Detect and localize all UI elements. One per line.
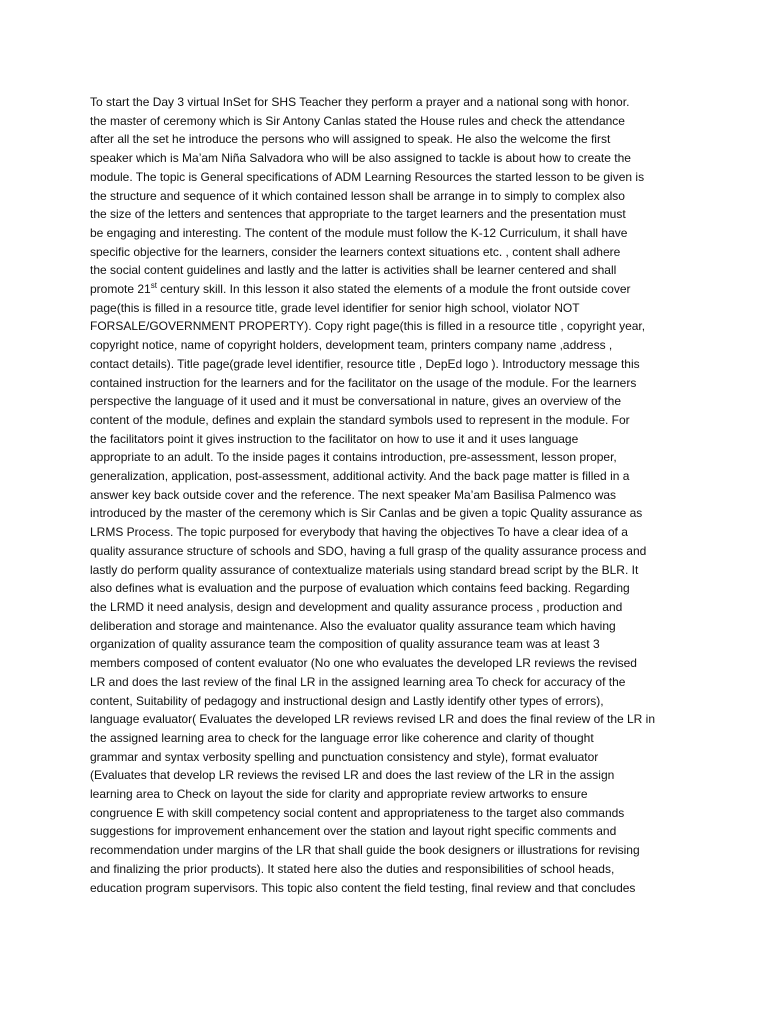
text-line: grammar and syntax verbosity spelling and punctuation consistency and style), format evaluator (90, 749, 599, 764)
text-line: contact details). Title page(grade level identifier, resource title , DepEd logo ). Introductory message this (90, 356, 640, 371)
text-line: the assigned learning area to check for the language error like coherence and clarity of thought (90, 730, 594, 745)
text-line: the social content guidelines and lastly and the latter is activities shall be learner centered and shall (90, 263, 617, 278)
text-line: the master of ceremony which is Sir Antony Canlas stated the House rules and check the attendance (90, 113, 625, 128)
line-text-start: promote 21 (90, 282, 151, 297)
text-line: generalization, application, post-assessment, additional activity. And the back page matter is filled in a (90, 469, 630, 484)
text-line: content, Suitability of pedagogy and instructional design and Lastly identify other types of errors), (90, 693, 604, 708)
text-line: deliberation and storage and maintenance. Also the evaluator quality assurance team which having (90, 618, 616, 633)
text-line: speaker which is Ma’am Niña Salvadora who will be also assigned to tackle is about how to create the (90, 151, 631, 166)
text-line: page(this is filled in a resource title, grade level identifier for senior high school, violator NOT (90, 300, 580, 315)
text-line: be engaging and interesting. The content of the module must follow the K-12 Curriculum, it shall have (90, 225, 628, 240)
text-line: the structure and sequence of it which contained lesson shall be arrange in to simply to complex also (90, 188, 625, 203)
text-line: after all the set he introduce the persons who will assigned to speak. He also the welcome the first (90, 132, 611, 147)
text-line: perspective the language of it used and it must be conversational in nature, gives an overview of the (90, 394, 621, 409)
text-line: appropriate to an adult. To the inside pages it contains introduction, pre-assessment, lesson proper, (90, 450, 617, 465)
text-line: FORSALE/GOVERNMENT PROPERTY). Copy right page(this is filled in a resource title , copyright year, (90, 319, 646, 334)
text-line: congruence E with skill competency social content and appropriateness to the target also commands (90, 805, 625, 820)
text-line: content of the module, defines and explain the standard symbols used to represent in the module. For (90, 412, 630, 427)
text-line: quality assurance structure of schools and SDO, having a full grasp of the quality assurance process and (90, 543, 647, 558)
text-line: learning area to Check on layout the side for clarity and appropriate review artworks to ensure (90, 787, 588, 802)
text-line: introduced by the master of the ceremony which is Sir Canlas and be given a topic Quality assurance as (90, 506, 643, 521)
text-line: copyright notice, name of copyright holders, development team, printers company name ,address , (90, 338, 613, 353)
document-body-text (90, 93, 690, 897)
text-line: language evaluator( Evaluates the developed LR reviews revised LR and does the final review of the LR in (90, 712, 656, 727)
text-line: recommendation under margins of the LR that shall guide the book designers or illustrations for revising (90, 843, 640, 858)
text-line: organization of quality assurance team the composition of quality assurance team was at least 3 (90, 637, 600, 652)
text-line-with-superscript (90, 280, 690, 299)
text-line: the LRMD it need analysis, design and development and quality assurance process , production and (90, 599, 623, 614)
text-line: and finalizing the prior products). It stated here also the duties and responsibilities of school heads, (90, 861, 615, 876)
text-line: (Evaluates that develop LR reviews the revised LR and does the last review of the LR in the assign (90, 768, 615, 783)
text-line: members composed of content evaluator (No one who evaluates the developed LR reviews the revised (90, 656, 637, 671)
text-line: LRMS Process. The topic purposed for everybody that having the objectives To have a clear idea of a (90, 525, 628, 540)
line-text-end: century skill. In this lesson it also stated the elements of a module the front outside cover (156, 282, 631, 297)
superscript-ordinal: st (150, 281, 157, 291)
text-line: specific objective for the learners, consider the learners context situations etc. , content shall adhere (90, 244, 621, 259)
text-line: the facilitators point it gives instruction to the facilitator on how to use it and it uses language (90, 431, 579, 446)
text-line: answer key back outside cover and the reference. The next speaker Ma’am Basilisa Palmenco was (90, 487, 617, 502)
text-line: suggestions for improvement enhancement over the station and layout right specific comments and (90, 824, 617, 839)
text-line: also defines what is evaluation and the purpose of evaluation which contains feed backing. Regarding (90, 581, 630, 596)
text-line: module. The topic is General specifications of ADM Learning Resources the started lesson to be given is (90, 169, 645, 184)
text-line: the size of the letters and sentences that appropriate to the target learners and the presentation must (90, 207, 626, 222)
text-line: To start the Day 3 virtual InSet for SHS Teacher they perform a prayer and a national song with honor. (90, 95, 630, 109)
text-line: contained instruction for the learners and for the facilitator on the usage of the module. For the learners (90, 375, 637, 390)
text-line: education program supervisors. This topic also content the field testing, final review and that concludes (90, 880, 636, 895)
text-line: LR and does the last review of the final LR in the assigned learning area To check for accuracy of the (90, 674, 626, 689)
text-line: lastly do perform quality assurance of contextualize materials using standard bread script by the BLR. It (90, 562, 639, 577)
